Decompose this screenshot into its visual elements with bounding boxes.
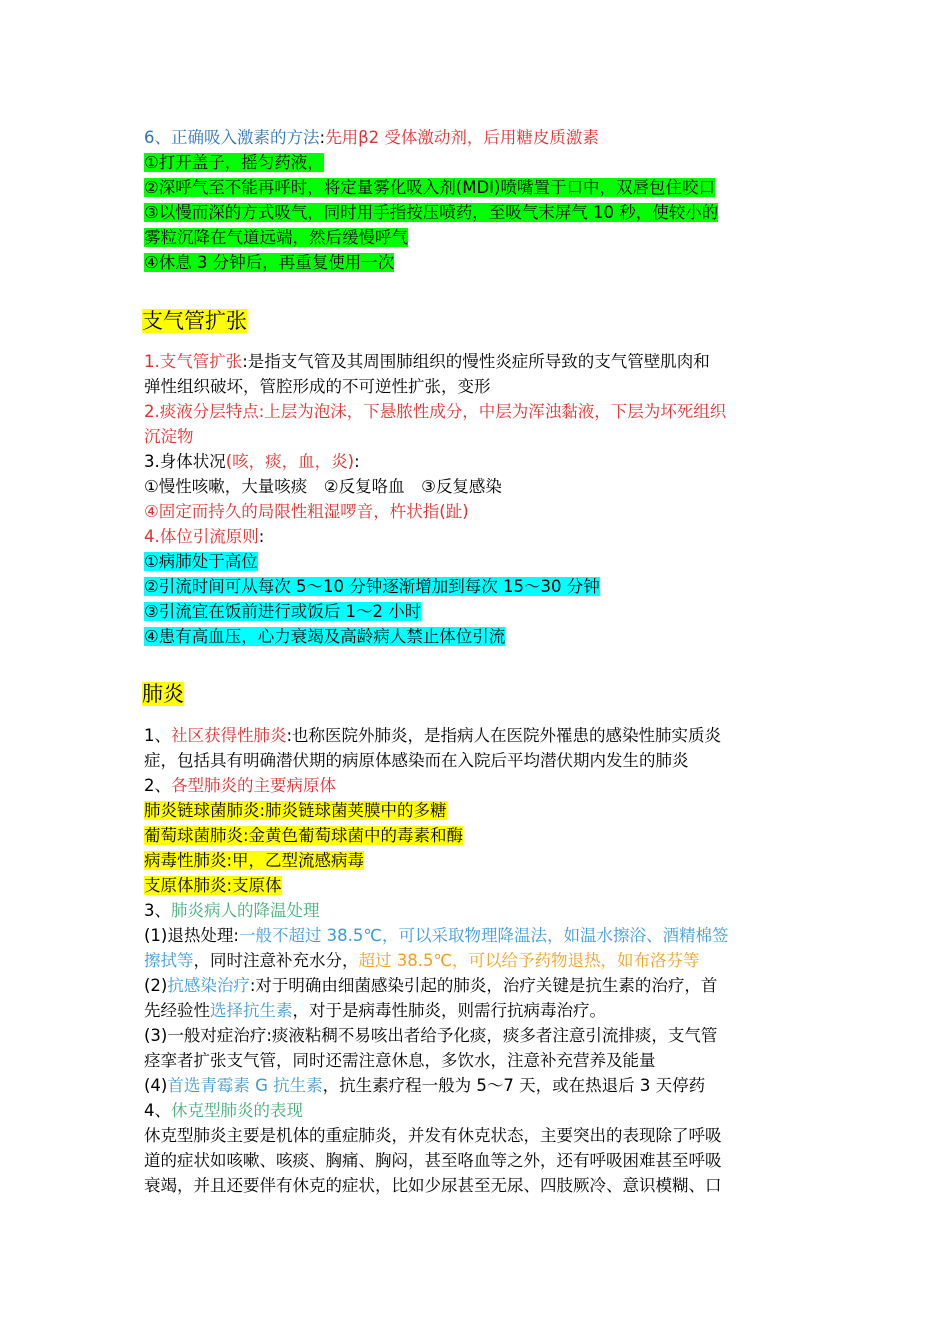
inhaler-step: ①打开盖子，摇匀药液，: [144, 153, 324, 172]
treatment-2: (2)抗感染治疗:对于明确由细菌感染引起的肺炎，治疗关键是抗生素的治疗，首: [144, 976, 718, 995]
treatment-1-cont: 擦拭等，同时注意补充水分，超过 38.5℃，可以给予药物退热，如布洛芬等: [144, 951, 700, 970]
inhaler-title: 6、正确吸入激素的方法:先用β2 受体激动剂，后用糖皮质激素: [144, 128, 599, 147]
bronchiectasis-definition-cont: 弹性组织破坏，管腔形成的不可逆性扩张，变形: [144, 377, 491, 396]
pathogens-title: 2、各型肺炎的主要病原体: [144, 776, 336, 795]
cooling-title: 3、肺炎病人的降温处理: [144, 901, 320, 920]
sputum-layers: 2.痰液分层特点:上层为泡沫，下悬脓性成分，中层为浑浊黏液，下层为坏死组织: [144, 402, 727, 421]
pathogen-item: 肺炎链球菌肺炎:肺炎链球菌荚膜中的多糖: [144, 801, 447, 820]
cap-definition-cont: 症，包括具有明确潜伏期的病原体感染而在入院后平均潜伏期内发生的肺炎: [144, 751, 689, 770]
pneumonia-heading: 肺炎: [142, 682, 184, 706]
treatment-1: (1)退热处理:一般不超过 38.5℃，可以采取物理降温法，如温水擦浴、酒精棉签: [144, 926, 729, 945]
bronchiectasis-definition: 1.支气管扩张:是指支气管及其周围肺组织的慢性炎症所导致的支气管壁肌肉和: [144, 352, 710, 371]
body-status-items: ①慢性咳嗽，大量咳痰 ②反复咯血 ③反复感染: [144, 477, 502, 496]
inhaler-step: ②深呼气至不能再呼时，将定量雾化吸入剂(MDI)喷嘴置于口中，双唇包住咬口: [144, 178, 715, 197]
drainage-step: ①病肺处于高位: [144, 552, 258, 571]
shock-pneumonia-title: 4、休克型肺炎的表现: [144, 1101, 303, 1120]
treatment-3-cont: 痉挛者扩张支气管，同时还需注意休息，多饮水，注意补充营养及能量: [144, 1051, 656, 1070]
inhaler-step: ③以慢而深的方式吸气，同时用手指按压喷药，至吸气末屏气 10 秒，使较小的: [144, 203, 719, 222]
sputum-layers-cont: 沉淀物: [144, 427, 194, 446]
shock-pneumonia-text: 衰竭，并且还要伴有休克的症状，比如少尿甚至无尿、四肢厥冷、意识模糊、口: [144, 1176, 722, 1195]
drainage-title: 4.体位引流原则:: [144, 527, 265, 546]
treatment-2-cont: 先经验性选择抗生素，对于是病毒性肺炎，则需行抗病毒治疗。: [144, 1001, 606, 1020]
treatment-3: (3)一般对症治疗:痰液粘稠不易咳出者给予化痰，痰多者注意引流排痰，支气管: [144, 1026, 718, 1045]
drainage-step: ②引流时间可从每次 5～10 分钟逐渐增加到每次 15～30 分钟: [144, 577, 600, 596]
pathogen-item: 病毒性肺炎:甲，乙型流感病毒: [144, 851, 365, 870]
bronchiectasis-heading: 支气管扩张: [142, 309, 247, 333]
body-status-title: 3.身体状况(咳，痰，血，炎):: [144, 452, 360, 471]
drainage-step: ④患有高血压，心力衰竭及高龄病人禁止体位引流: [144, 627, 506, 646]
body-status-item4: ④固定而持久的局限性粗湿啰音，杵状指(趾): [144, 502, 469, 521]
treatment-4: (4)首选青霉素 G 抗生素，抗生素疗程一般为 5～7 天，或在热退后 3 天停药: [144, 1076, 706, 1095]
pathogen-item: 支原体肺炎:支原体: [144, 876, 282, 895]
shock-pneumonia-text: 休克型肺炎主要是机体的重症肺炎，并发有休克状态，主要突出的表现除了呼吸: [144, 1126, 722, 1145]
inhaler-step: 雾粒沉降在气道远端，然后缓慢呼气: [144, 228, 408, 247]
shock-pneumonia-text: 道的症状如咳嗽、咳痰、胸痛、胸闷，甚至咯血等之外，还有呼吸困难甚至呼吸: [144, 1151, 722, 1170]
cap-definition: 1、社区获得性肺炎:也称医院外肺炎，是指病人在医院外罹患的感染性肺实质炎: [144, 726, 722, 745]
inhaler-step: ④休息 3 分钟后，再重复使用一次: [144, 253, 395, 272]
pathogen-item: 葡萄球菌肺炎:金黄色葡萄球菌中的毒素和酶: [144, 826, 464, 845]
drainage-step: ③引流宜在饭前进行或饭后 1～2 小时: [144, 602, 422, 621]
